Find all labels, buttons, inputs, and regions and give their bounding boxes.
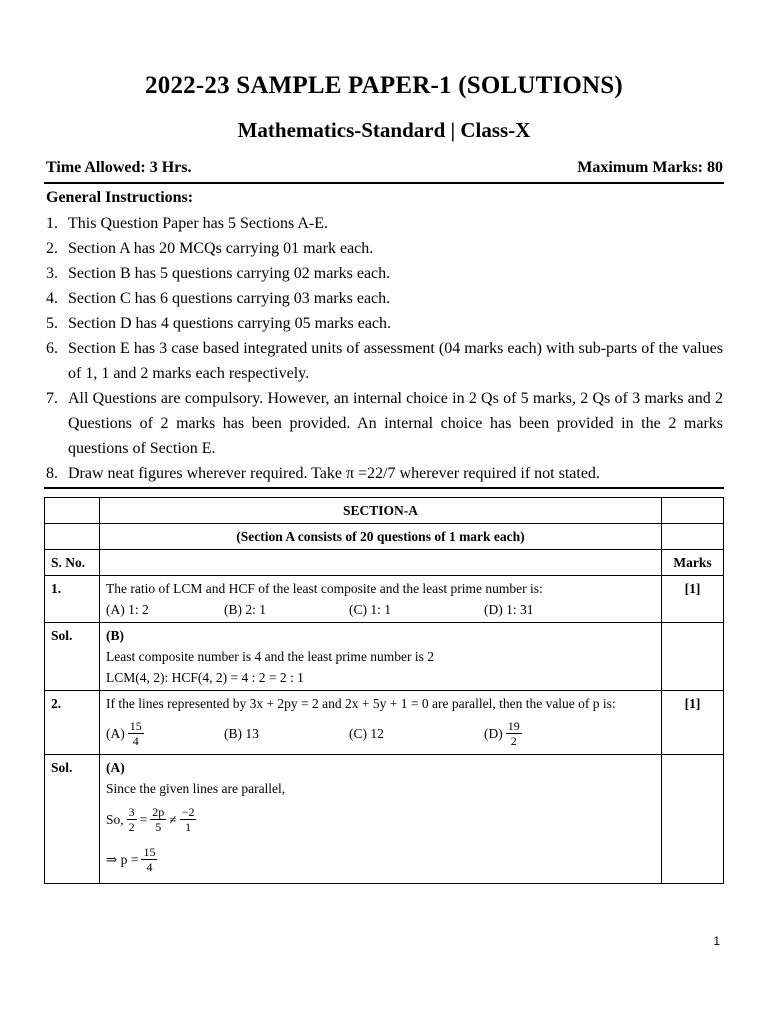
section-note-row bbox=[45, 524, 724, 550]
instruction-item: 6. Section E has 3 case based integrated units of assessment (04 marks each) with sub-parts of the values of 1, 1 and 2 marks each respectively. bbox=[46, 340, 723, 382]
page-number: 1 bbox=[713, 934, 720, 948]
option-d: (D) $\frac{19}{2}$ bbox=[484, 718, 520, 748]
question-number: 2. bbox=[45, 691, 100, 755]
question-text: The ratio of LCM and HCF of the least composite and the least prime number is: bbox=[106, 581, 543, 596]
solution-row-1 bbox=[45, 623, 724, 691]
question-marks: [1] bbox=[662, 576, 724, 623]
instruction-item: 3. Section B has 5 questions carrying 02 marks each. bbox=[46, 265, 391, 282]
instruction-item: 5. Section D has 4 questions carrying 05 marks each. bbox=[46, 315, 392, 332]
solution-answer: (B) bbox=[106, 628, 124, 643]
instructions-divider bbox=[44, 487, 724, 489]
instruction-item: 2. Section A has 20 MCQs carrying 01 mark each. bbox=[46, 240, 374, 257]
exam-meta bbox=[46, 159, 723, 177]
option-c: (C) 12 bbox=[349, 725, 384, 741]
question-row-1 bbox=[45, 576, 724, 623]
question-row-2 bbox=[45, 691, 724, 755]
option-d: (D) 1: 31 bbox=[484, 602, 534, 617]
solution-line: Least composite number is 4 and the least prime number is 2 bbox=[106, 649, 435, 664]
solution-line: LCM(4, 2): HCF(4, 2) = 4 : 2 = 2 : 1 bbox=[106, 670, 304, 685]
sno-header: S. No. bbox=[45, 550, 100, 576]
option-b: (B) 2: 1 bbox=[224, 602, 266, 617]
question-marks: [1] bbox=[662, 691, 724, 755]
header-divider bbox=[44, 182, 724, 184]
solution-row-2 bbox=[45, 755, 724, 884]
instruction-item: 4. Section C has 6 questions carrying 03 marks each. bbox=[46, 290, 391, 307]
solution-result: ⇒ p = $\frac{15}{4}$ bbox=[106, 844, 156, 874]
option-c: (C) 1: 1 bbox=[349, 602, 391, 617]
section-note: (Section A consists of 20 questions of 1 mark each) bbox=[100, 524, 662, 550]
section-title: SECTION-A bbox=[100, 498, 662, 524]
question-number: 1. bbox=[45, 576, 100, 623]
marks-header: Marks bbox=[662, 550, 724, 576]
page-title: 2022-23 SAMPLE PAPER-1 (SOLUTIONS) bbox=[145, 72, 623, 99]
solution-line: Since the given lines are parallel, bbox=[106, 781, 286, 796]
question-options bbox=[106, 599, 655, 620]
time-allowed: Time Allowed: 3 Hrs. bbox=[46, 159, 192, 176]
question-text: If the lines represented by 3x + 2py = 2 and 2x + 5y + 1 = 0 are parallel, then the value of p is: bbox=[106, 696, 616, 711]
solution-label: Sol. bbox=[45, 755, 100, 884]
instruction-item: 8. Draw neat figures wherever required. Take π =22/7 wherever required if not stated. bbox=[46, 465, 600, 482]
questions-table bbox=[44, 497, 724, 884]
section-title-row bbox=[45, 498, 724, 524]
option-a: (A) $\frac{15}{4}$ bbox=[106, 718, 142, 748]
option-b: (B) 13 bbox=[224, 725, 259, 741]
solution-answer: (A) bbox=[106, 760, 125, 775]
solution-label: Sol. bbox=[45, 623, 100, 691]
table-header-row bbox=[45, 550, 724, 576]
solution-equation: So, $\frac{3}{2}$ = $\frac{2p}{5}$ ≠ $\frac{-2}{1}$ bbox=[106, 804, 195, 834]
page-subtitle: Mathematics-Standard | Class-X bbox=[237, 118, 531, 142]
instructions-list bbox=[46, 211, 723, 486]
instruction-item: 7. All Questions are compulsory. However, an internal choice in 2 Qs of 5 marks, 2 Qs of 3 marks and 2 Questions of 2 marks has been provided. An internal choice has been provided in the 2 marks questions of Section E. bbox=[46, 390, 723, 457]
instructions-heading: General Instructions: bbox=[46, 189, 194, 206]
question-options bbox=[106, 714, 655, 752]
maximum-marks: Maximum Marks: 80 bbox=[577, 159, 723, 176]
instruction-item: 1. This Question Paper has 5 Sections A-E. bbox=[46, 215, 328, 232]
option-a: (A) 1: 2 bbox=[106, 602, 149, 617]
